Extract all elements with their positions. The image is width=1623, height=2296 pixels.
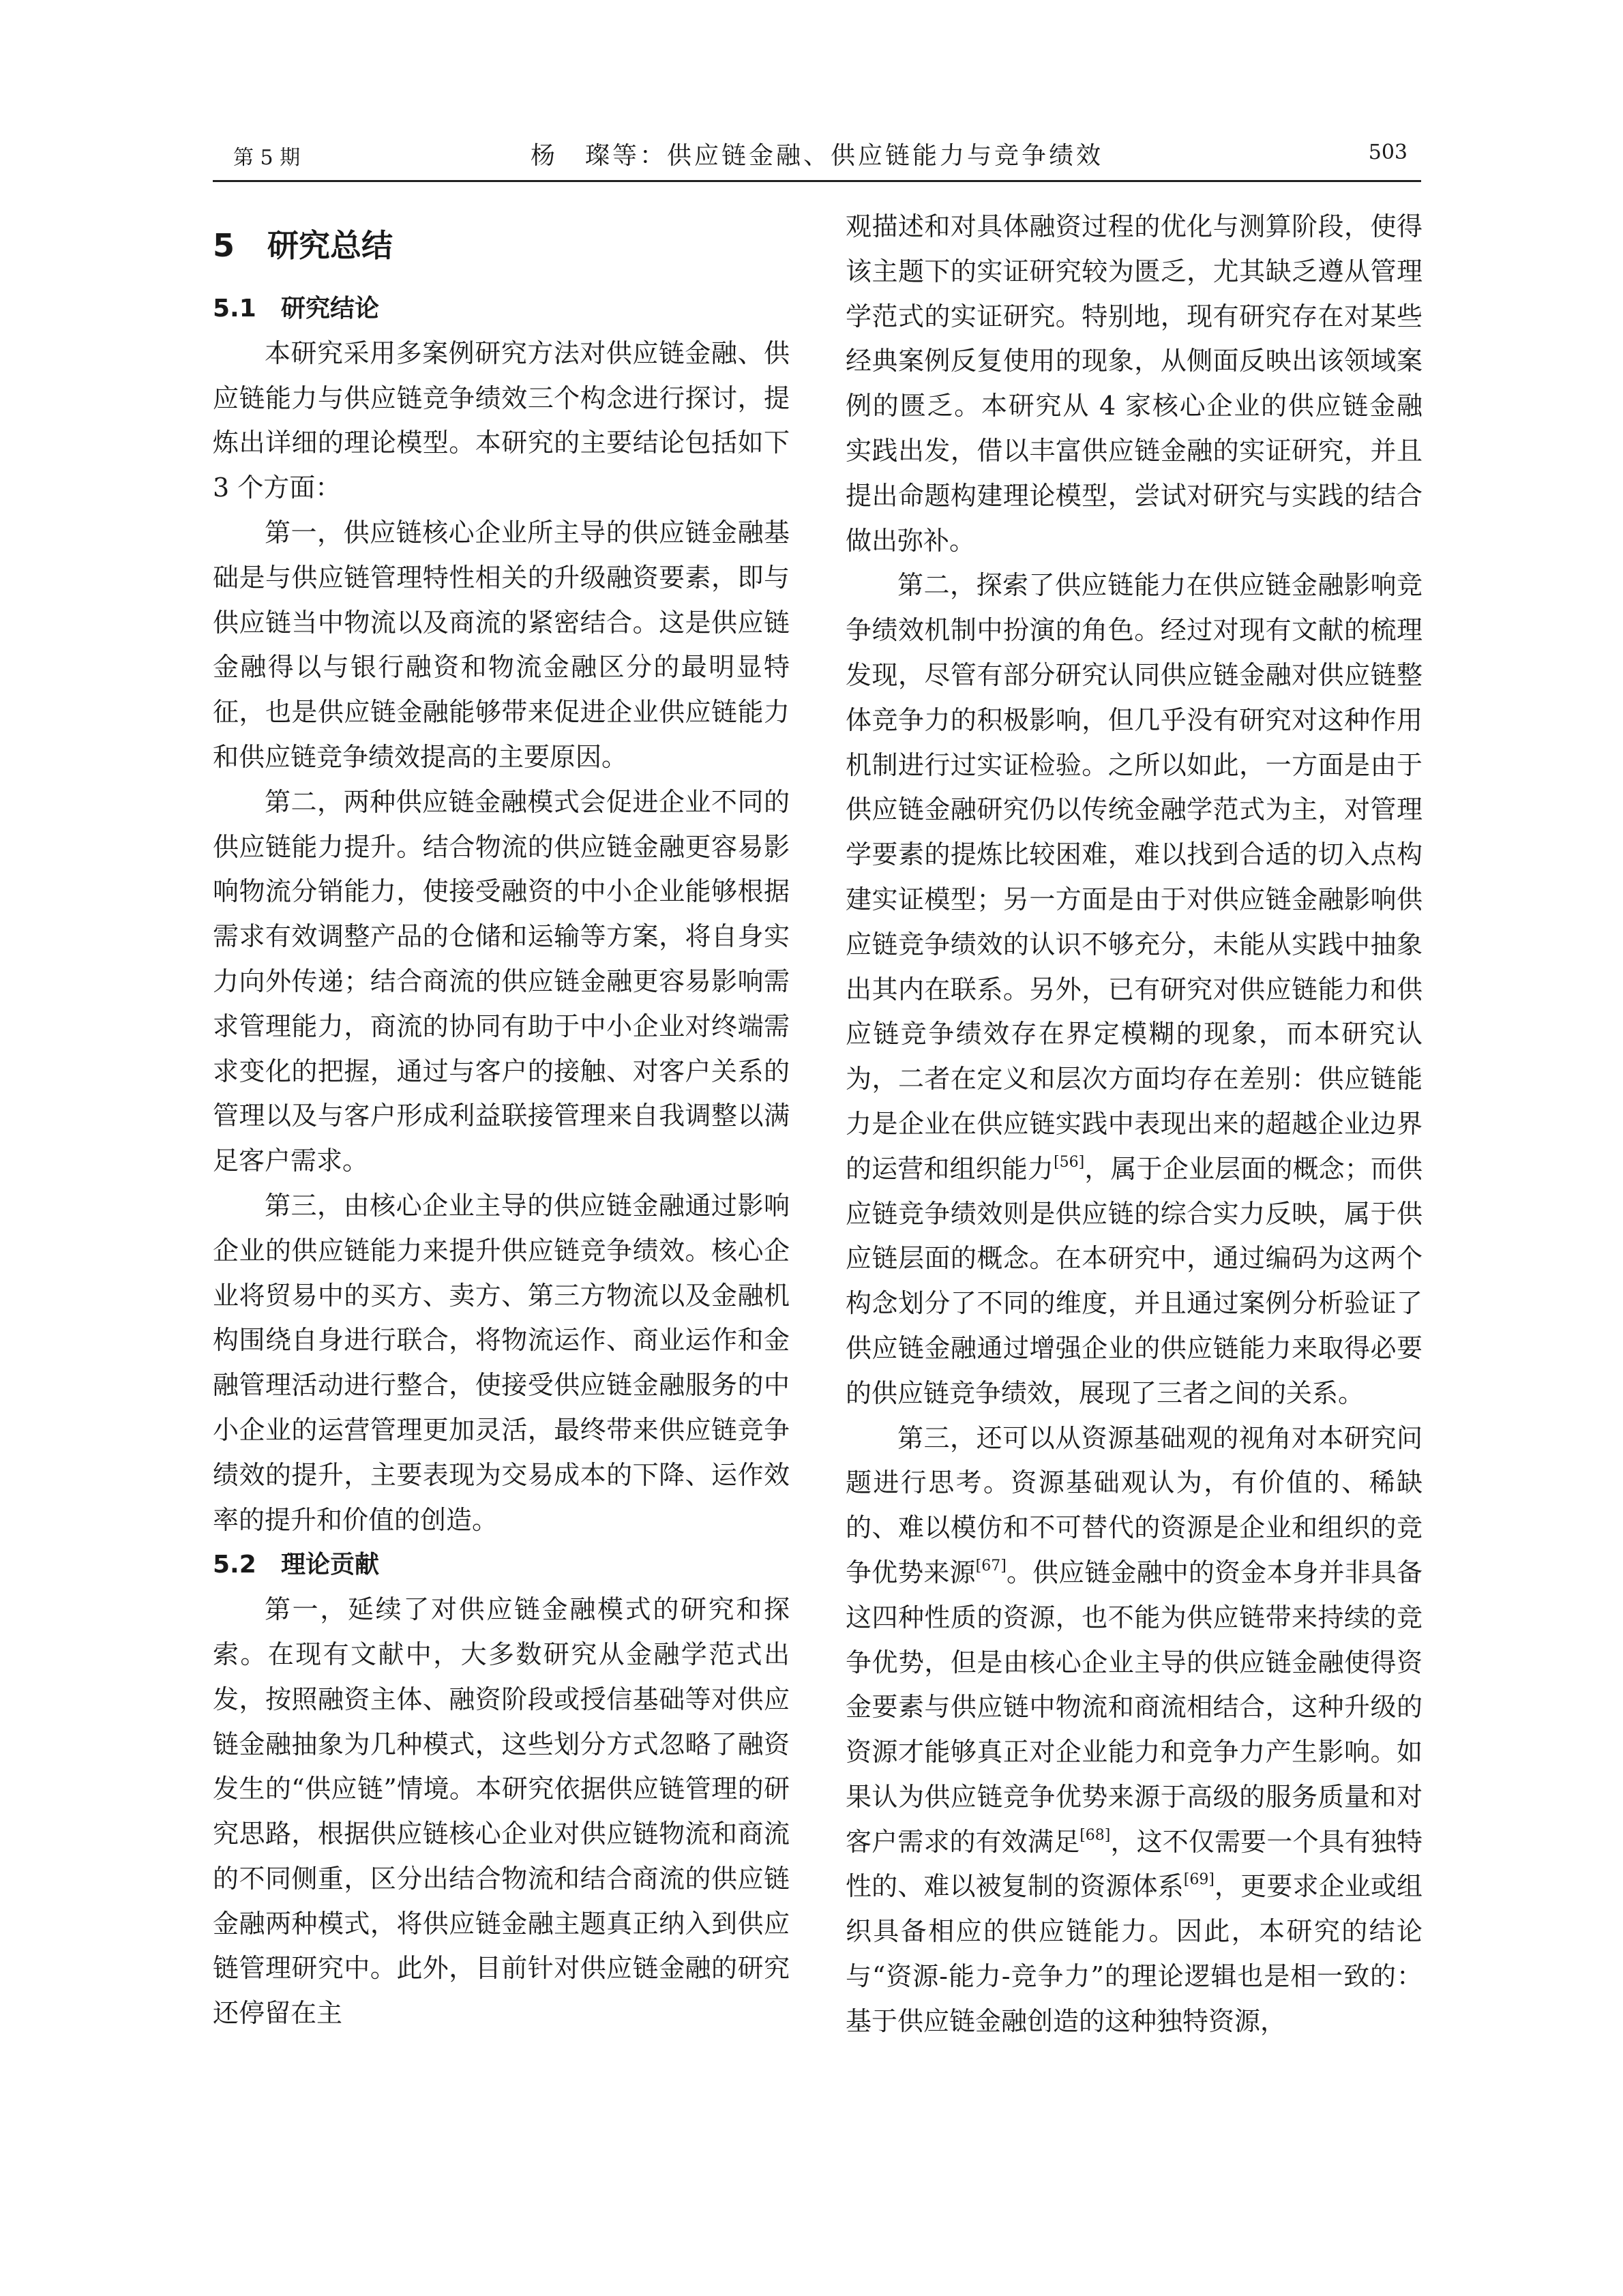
- running-title: 杨 璨等：供应链金融、供应链能力与竞争绩效: [530, 142, 1103, 170]
- text-run: 第二，探索了供应链能力在供应链金融影响竞争绩效机制中扮演的角色。经过对现有文献的梳理发现，尽管有部分研究认同供应链金融对供应链整体竞争力的积极影响，但几乎没有研究对这种作用机制进行过实证检验。之所以如此，一方面是由于供应链金融研究仍以传统金融学范式为主，对管理学要素的提炼比较困难，难以找到合适的切入点构建实证模型；另一方面是由于对供应链金融影响供应链竞争绩效的认识不够充分，未能从实践中抽象出其内在联系。另外，已有研究对供应链能力和供应链竞争绩效存在界定模糊的现象，而本研究认为，二者在定义和层次方面均存在差别：供应链能力是企业在供应链实践中表现出来的超越企业边界的运营和组织能力: [846, 570, 1423, 1184]
- text-run: 。供应链金融中的资金本身并非具备这四种性质的资源，也不能为供应链带来持续的竞争优势，但是由核心企业主导的供应链金融使得资金要素与供应链中物流和商流相结合，这种升级的资源才能够真正对企业能力和竞争力产生影响。如果认为供应链竞争优势来源于高级的服务质量和对客户需求的有效满足: [846, 1557, 1423, 1857]
- subsection-title: 研究结论: [281, 295, 380, 323]
- citation: [68]: [1079, 1826, 1111, 1844]
- subsection-heading-conclusions: [213, 286, 790, 331]
- paragraph: 本研究采用多案例研究方法对供应链金融、供应链能力与供应链竞争绩效三个构念进行探讨，提炼出详细的理论模型。本研究的主要结论包括如下 3 个方面：: [213, 338, 790, 503]
- text-run: ，更要求企业或组织具备相应的供应链能力。因此，本研究的结论与“资源-能力-竞争力”的理论逻辑也是相一致的：基于供应链金融创造的这种独特资源，: [846, 1871, 1423, 2036]
- citation: [67]: [975, 1557, 1007, 1575]
- citation: [69]: [1183, 1871, 1215, 1889]
- section-title: 研究总结: [267, 227, 393, 264]
- paragraph: 第一，供应链核心企业所主导的供应链金融基础是与供应链管理特性相关的升级融资要素，即与供应链当中物流以及商流的紧密结合。这是供应链金融得以与银行融资和物流金融区分的最明显特征，也是供应链金融能够带来促进企业供应链能力和供应链竞争绩效提高的主要原因。: [213, 517, 790, 772]
- paragraph: 第一，延续了对供应链金融模式的研究和探索。在现有文献中，大多数研究从金融学范式出发，按照融资主体、融资阶段或授信基础等对供应链金融抽象为几种模式，这些划分方式忽略了融资发生的“供应链”情境。本研究依据供应链管理的研究思路，根据供应链核心企业对供应链物流和商流的不同侧重，区分出结合物流和结合商流的供应链金融两种模式，将供应链金融主题真正纳入到供应链管理研究中。此外，目前针对供应链金融的研究还停留在主: [213, 1594, 790, 2029]
- text-run: ，属于企业层面的概念；而供应链竞争绩效则是供应链的综合实力反映，属于供应链层面的概念。在本研究中，通过编码为这两个构念划分了不同的维度，并且通过案例分析验证了供应链金融通过增强企业的供应链能力来取得必要的供应链竞争绩效，展现了三者之间的关系。: [846, 1153, 1423, 1408]
- paragraph: [846, 1416, 1423, 2044]
- citation: [56]: [1054, 1153, 1085, 1171]
- right-column: [846, 205, 1423, 2044]
- left-column: [213, 205, 790, 2036]
- section-number: 5: [213, 227, 235, 264]
- subsection-heading-contributions: [213, 1542, 790, 1587]
- page-number: 503: [1368, 140, 1408, 164]
- subsection-number: 5.1: [213, 295, 256, 323]
- paragraph-continued: 观描述和对具体融资过程的优化与测算阶段，使得该主题下的实证研究较为匮乏，尤其缺乏遵从管理学范式的实证研究。特别地，现有研究存在对某些经典案例反复使用的现象，从侧面反映出该领域案例的匮乏。本研究从 4 家核心企业的供应链金融实践出发，借以丰富供应链金融的实证研究，并且提出命题构建理论模型，尝试对研究与实践的结合做出弥补。: [846, 211, 1423, 556]
- paragraph: 第三，由核心企业主导的供应链金融通过影响企业的供应链能力来提升供应链竞争绩效。核心企业将贸易中的买方、卖方、第三方物流以及金融机构围绕自身进行联合，将物流运作、商业运作和金融管理活动进行整合，使接受供应链金融服务的中小企业的运营管理更加灵活，最终带来供应链竞争绩效的提升，主要表现为交易成本的下降、运作效率的提升和价值的创造。: [213, 1190, 790, 1535]
- paragraph: 第二，两种供应链金融模式会促进企业不同的供应链能力提升。结合物流的供应链金融更容易影响物流分销能力，使接受融资的中小企业能够根据需求有效调整产品的仓储和运输等方案，将自身实力向外传递；结合商流的供应链金融更容易影响需求管理能力，商流的协同有助于中小企业对终端需求变化的把握，通过与客户的接触、对客户关系的管理以及与客户形成利益联接管理来自我调整以满足客户需求。: [213, 786, 790, 1176]
- subsection-title: 理论贡献: [281, 1551, 380, 1579]
- section-heading: [213, 205, 790, 286]
- subsection-number: 5.2: [213, 1551, 256, 1579]
- text-run: 第三，还可以从资源基础观的视角对本研究问题进行思考。资源基础观认为，有价值的、稀缺的、难以模仿和不可替代的资源是企业和组织的竞争优势来源: [846, 1422, 1423, 1587]
- running-header: [213, 136, 1421, 182]
- text-run: ，这不仅需要一个具有独特性的、难以被复制的资源体系: [846, 1826, 1423, 1902]
- paragraph: [846, 563, 1423, 1416]
- journal-issue: 第 5 期: [233, 146, 301, 170]
